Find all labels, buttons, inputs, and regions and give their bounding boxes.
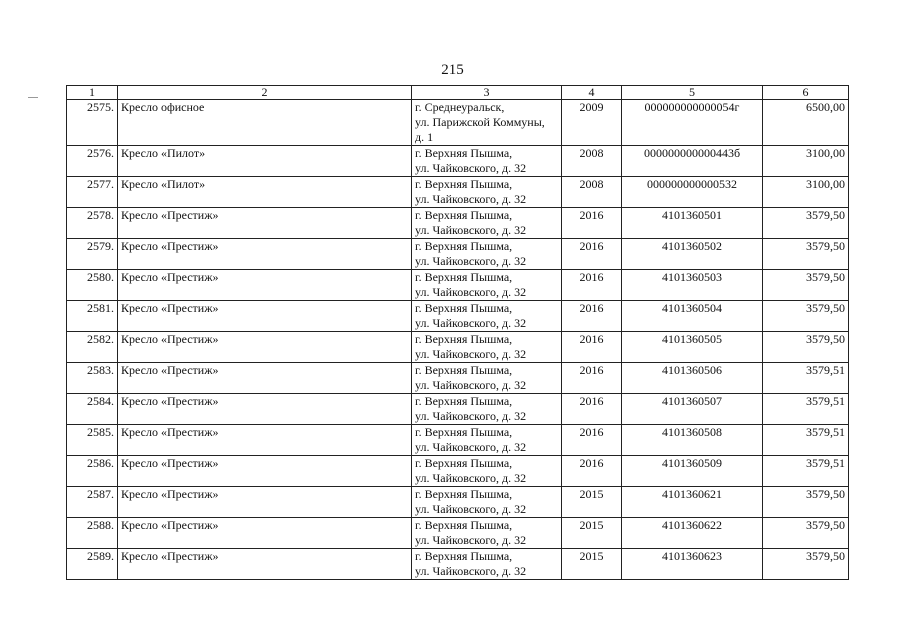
item-name: Кресло «Пилот» [118, 177, 412, 208]
inventory-number: 000000000000054г [622, 100, 763, 146]
item-address [412, 177, 562, 208]
column-header: 2 [118, 86, 412, 100]
item-address [412, 487, 562, 518]
row-number: 2576. [67, 146, 118, 177]
item-name: Кресло «Престиж» [118, 239, 412, 270]
item-cost: 3579,50 [763, 518, 849, 549]
table-row [67, 100, 849, 146]
item-year: 2016 [562, 332, 622, 363]
item-name: Кресло офисное [118, 100, 412, 146]
row-number: 2584. [67, 394, 118, 425]
item-cost: 3579,50 [763, 332, 849, 363]
address-line: ул. Чайковского, д. 32 [415, 409, 527, 423]
address-line: ул. Парижской Коммуны, [415, 115, 545, 129]
column-header: 5 [622, 86, 763, 100]
table-row [67, 394, 849, 425]
table-row [67, 425, 849, 456]
item-cost: 3579,51 [763, 425, 849, 456]
item-address [412, 394, 562, 425]
row-number: 2588. [67, 518, 118, 549]
item-address [412, 363, 562, 394]
inventory-number: 4101360506 [622, 363, 763, 394]
item-cost: 3579,50 [763, 270, 849, 301]
row-number: 2583. [67, 363, 118, 394]
item-year: 2016 [562, 363, 622, 394]
item-name: Кресло «Престиж» [118, 332, 412, 363]
row-number: 2575. [67, 100, 118, 146]
item-cost: 3100,00 [763, 146, 849, 177]
item-name: Кресло «Престиж» [118, 270, 412, 301]
column-header: 1 [67, 86, 118, 100]
address-line: ул. Чайковского, д. 32 [415, 254, 527, 268]
inventory-number: 000000000000532 [622, 177, 763, 208]
table-row [67, 301, 849, 332]
inventory-number: 4101360623 [622, 549, 763, 580]
address-line: ул. Чайковского, д. 32 [415, 223, 527, 237]
inventory-number: 4101360621 [622, 487, 763, 518]
item-year: 2008 [562, 177, 622, 208]
table-body [67, 100, 849, 580]
item-year: 2008 [562, 146, 622, 177]
item-year: 2016 [562, 208, 622, 239]
table-row [67, 363, 849, 394]
item-address [412, 239, 562, 270]
row-number: 2581. [67, 301, 118, 332]
item-name: Кресло «Престиж» [118, 487, 412, 518]
address-line: ул. Чайковского, д. 32 [415, 285, 527, 299]
address-line: ул. Чайковского, д. 32 [415, 502, 527, 516]
item-year: 2015 [562, 487, 622, 518]
row-number: 2580. [67, 270, 118, 301]
inventory-number: 000000000000443б [622, 146, 763, 177]
table-row [67, 239, 849, 270]
item-name: Кресло «Престиж» [118, 518, 412, 549]
item-year: 2009 [562, 100, 622, 146]
item-cost: 3579,50 [763, 301, 849, 332]
item-year: 2016 [562, 239, 622, 270]
address-line: г. Верхняя Пышма, [415, 425, 513, 439]
item-address [412, 100, 562, 146]
table-row [67, 518, 849, 549]
table-row [67, 487, 849, 518]
address-line: г. Верхняя Пышма, [415, 177, 513, 191]
address-line: г. Верхняя Пышма, [415, 301, 513, 315]
table-header [67, 86, 849, 100]
table-row [67, 549, 849, 580]
item-cost: 3579,51 [763, 363, 849, 394]
inventory-number: 4101360508 [622, 425, 763, 456]
address-line: г. Верхняя Пышма, [415, 518, 513, 532]
row-number: 2589. [67, 549, 118, 580]
column-header: 3 [412, 86, 562, 100]
item-address [412, 301, 562, 332]
address-line: г. Верхняя Пышма, [415, 363, 513, 377]
inventory-number: 4101360504 [622, 301, 763, 332]
address-line: ул. Чайковского, д. 32 [415, 192, 527, 206]
item-address [412, 425, 562, 456]
item-cost: 3579,50 [763, 208, 849, 239]
address-line: ул. Чайковского, д. 32 [415, 161, 527, 175]
table-row [67, 332, 849, 363]
item-name: Кресло «Престиж» [118, 301, 412, 332]
item-address [412, 518, 562, 549]
item-cost: 3579,51 [763, 456, 849, 487]
inventory-number: 4101360503 [622, 270, 763, 301]
item-year: 2016 [562, 425, 622, 456]
address-line: г. Верхняя Пышма, [415, 549, 513, 563]
address-line: д. 1 [415, 130, 434, 144]
address-line: г. Верхняя Пышма, [415, 146, 513, 160]
address-line: г. Среднеуральск, [415, 100, 505, 114]
inventory-number: 4101360622 [622, 518, 763, 549]
property-register-table [66, 85, 849, 580]
item-name: Кресло «Престиж» [118, 549, 412, 580]
address-line: г. Верхняя Пышма, [415, 332, 513, 346]
inventory-number: 4101360502 [622, 239, 763, 270]
address-line: г. Верхняя Пышма, [415, 239, 513, 253]
column-header: 6 [763, 86, 849, 100]
address-line: ул. Чайковского, д. 32 [415, 440, 527, 454]
inventory-number: 4101360505 [622, 332, 763, 363]
column-header: 4 [562, 86, 622, 100]
address-line: г. Верхняя Пышма, [415, 487, 513, 501]
item-year: 2016 [562, 456, 622, 487]
page-number: 215 [441, 62, 464, 78]
item-year: 2015 [562, 518, 622, 549]
address-line: ул. Чайковского, д. 32 [415, 316, 527, 330]
item-address [412, 549, 562, 580]
address-line: ул. Чайковского, д. 32 [415, 347, 527, 361]
item-name: Кресло «Престиж» [118, 394, 412, 425]
address-line: ул. Чайковского, д. 32 [415, 564, 527, 578]
row-number: 2587. [67, 487, 118, 518]
item-address [412, 208, 562, 239]
table-row [67, 270, 849, 301]
item-cost: 3579,50 [763, 239, 849, 270]
item-address [412, 456, 562, 487]
table-row [67, 146, 849, 177]
item-cost: 3579,51 [763, 394, 849, 425]
item-cost: 3579,50 [763, 549, 849, 580]
header-row [67, 86, 849, 100]
address-line: г. Верхняя Пышма, [415, 456, 513, 470]
item-name: Кресло «Престиж» [118, 208, 412, 239]
item-cost: 3100,00 [763, 177, 849, 208]
inventory-number: 4101360501 [622, 208, 763, 239]
row-number: 2586. [67, 456, 118, 487]
item-address [412, 146, 562, 177]
table-row [67, 208, 849, 239]
row-number: 2577. [67, 177, 118, 208]
margin-mark [28, 97, 38, 98]
table-row [67, 177, 849, 208]
address-line: г. Верхняя Пышма, [415, 270, 513, 284]
item-cost: 3579,50 [763, 487, 849, 518]
item-year: 2016 [562, 394, 622, 425]
item-name: Кресло «Пилот» [118, 146, 412, 177]
item-cost: 6500,00 [763, 100, 849, 146]
inventory-number: 4101360509 [622, 456, 763, 487]
item-name: Кресло «Престиж» [118, 363, 412, 394]
table-row [67, 456, 849, 487]
item-year: 2016 [562, 270, 622, 301]
item-name: Кресло «Престиж» [118, 425, 412, 456]
item-address [412, 332, 562, 363]
address-line: ул. Чайковского, д. 32 [415, 533, 527, 547]
item-year: 2016 [562, 301, 622, 332]
item-name: Кресло «Престиж» [118, 456, 412, 487]
address-line: г. Верхняя Пышма, [415, 208, 513, 222]
inventory-number: 4101360507 [622, 394, 763, 425]
item-address [412, 270, 562, 301]
row-number: 2579. [67, 239, 118, 270]
item-year: 2015 [562, 549, 622, 580]
row-number: 2585. [67, 425, 118, 456]
row-number: 2582. [67, 332, 118, 363]
address-line: ул. Чайковского, д. 32 [415, 378, 527, 392]
row-number: 2578. [67, 208, 118, 239]
address-line: ул. Чайковского, д. 32 [415, 471, 527, 485]
address-line: г. Верхняя Пышма, [415, 394, 513, 408]
